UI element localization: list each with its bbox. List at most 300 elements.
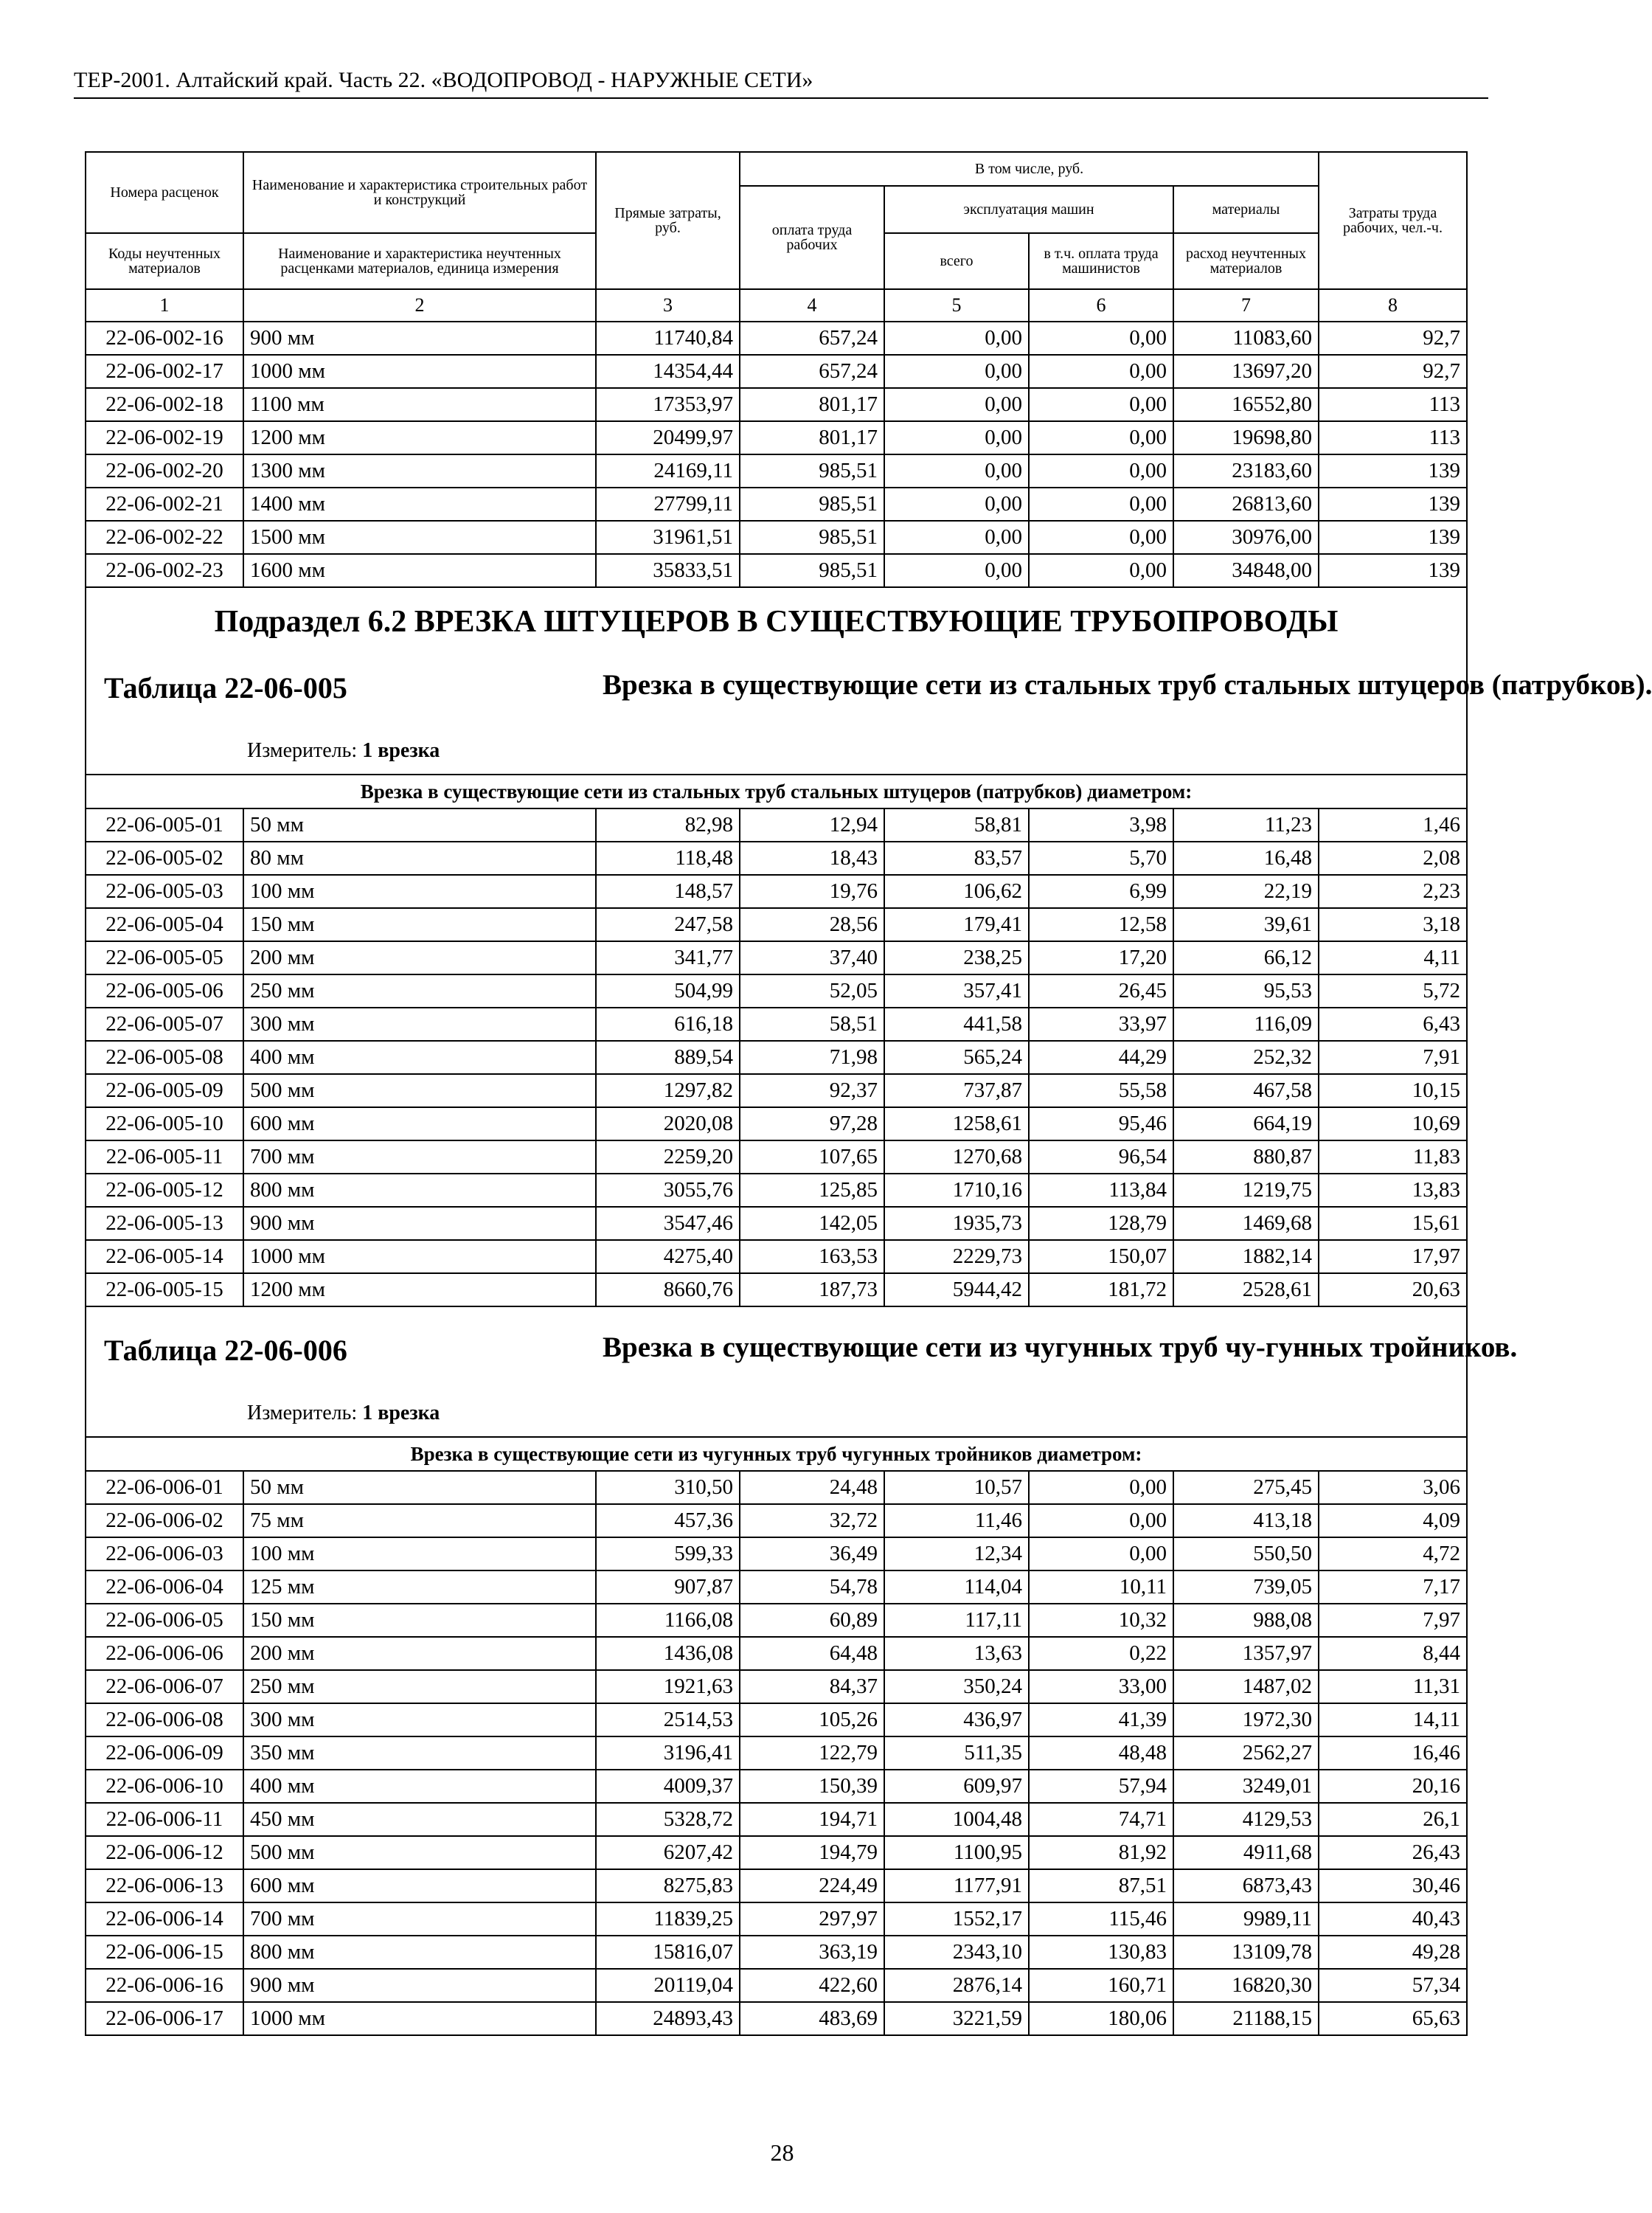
column-number: 3	[596, 289, 740, 322]
item-name: 1100 мм	[243, 388, 596, 421]
table-row	[86, 1140, 1467, 1174]
item-name: 125 мм	[243, 1570, 596, 1604]
col-name-top: Наименование и характеристика строительных работ и конструкций	[243, 152, 596, 233]
machinists-labor: 181,72	[1029, 1273, 1173, 1306]
labor-hours: 92,7	[1319, 355, 1467, 388]
materials-cost: 1882,14	[1173, 1240, 1319, 1273]
table-row	[86, 1174, 1467, 1207]
table-006-title: Врезка в существующие сети из чугунных труб чу-гунных тройников.	[603, 1331, 1518, 1363]
labor-cost: 52,05	[740, 974, 884, 1008]
machines-total: 12,34	[884, 1537, 1029, 1570]
labor-hours: 139	[1319, 454, 1467, 488]
labor-hours: 57,34	[1319, 1969, 1467, 2002]
rate-code: 22-06-002-20	[86, 454, 243, 488]
table-row	[86, 421, 1467, 454]
item-name: 350 мм	[243, 1736, 596, 1770]
materials-cost: 95,53	[1173, 974, 1319, 1008]
item-name: 150 мм	[243, 1604, 596, 1637]
table-005-subheader-row	[86, 775, 1467, 808]
direct-cost: 341,77	[596, 941, 740, 974]
machinists-labor: 33,00	[1029, 1670, 1173, 1703]
labor-cost: 163,53	[740, 1240, 884, 1273]
table-row	[86, 1041, 1467, 1074]
labor-hours: 17,97	[1319, 1240, 1467, 1273]
item-name: 1200 мм	[243, 1273, 596, 1306]
materials-cost: 2562,27	[1173, 1736, 1319, 1770]
measure-value: 1 врезка	[362, 1402, 440, 1424]
col-name-bottom: Наименование и характеристика неучтенных расценками материалов, единица измерения	[243, 233, 596, 289]
col-codes-top: Номера расценок	[86, 152, 243, 233]
labor-cost: 37,40	[740, 941, 884, 974]
rate-code: 22-06-005-06	[86, 974, 243, 1008]
item-name: 75 мм	[243, 1504, 596, 1537]
rate-code: 22-06-005-13	[86, 1207, 243, 1240]
machinists-labor: 0,00	[1029, 488, 1173, 521]
table-row	[86, 1770, 1467, 1803]
table-row	[86, 1736, 1467, 1770]
machinists-labor: 48,48	[1029, 1736, 1173, 1770]
rate-code: 22-06-006-13	[86, 1869, 243, 1902]
direct-cost: 8660,76	[596, 1273, 740, 1306]
machines-total: 441,58	[884, 1008, 1029, 1041]
table-row	[86, 1074, 1467, 1107]
materials-cost: 3249,01	[1173, 1770, 1319, 1803]
rate-code: 22-06-002-22	[86, 521, 243, 554]
direct-cost: 27799,11	[596, 488, 740, 521]
labor-hours: 3,06	[1319, 1471, 1467, 1504]
item-name: 80 мм	[243, 842, 596, 875]
col-codes-bottom: Коды неучтенных материалов	[86, 233, 243, 289]
machines-total: 1177,91	[884, 1869, 1029, 1902]
labor-cost: 985,51	[740, 488, 884, 521]
table-row	[86, 1240, 1467, 1273]
direct-cost: 1436,08	[596, 1637, 740, 1670]
direct-cost: 15816,07	[596, 1936, 740, 1969]
rate-code: 22-06-005-15	[86, 1273, 243, 1306]
rate-code: 22-06-005-14	[86, 1240, 243, 1273]
item-name: 1500 мм	[243, 521, 596, 554]
labor-hours: 11,31	[1319, 1670, 1467, 1703]
materials-cost: 4911,68	[1173, 1836, 1319, 1869]
materials-cost: 1487,02	[1173, 1670, 1319, 1703]
table-row	[86, 388, 1467, 421]
materials-cost: 16552,80	[1173, 388, 1319, 421]
labor-hours: 16,46	[1319, 1736, 1467, 1770]
rate-code: 22-06-006-15	[86, 1936, 243, 1969]
materials-cost: 1972,30	[1173, 1703, 1319, 1736]
machines-total: 0,00	[884, 322, 1029, 355]
labor-cost: 194,79	[740, 1836, 884, 1869]
item-name: 300 мм	[243, 1703, 596, 1736]
rate-code: 22-06-002-21	[86, 488, 243, 521]
machinists-labor: 12,58	[1029, 908, 1173, 941]
item-name: 450 мм	[243, 1803, 596, 1836]
rate-code: 22-06-006-08	[86, 1703, 243, 1736]
machinists-labor: 17,20	[1029, 941, 1173, 974]
machines-total: 565,24	[884, 1041, 1029, 1074]
labor-cost: 483,69	[740, 2002, 884, 2035]
machinists-labor: 87,51	[1029, 1869, 1173, 1902]
labor-cost: 297,97	[740, 1902, 884, 1936]
materials-cost: 550,50	[1173, 1537, 1319, 1570]
labor-hours: 10,15	[1319, 1074, 1467, 1107]
table-row	[86, 1008, 1467, 1041]
rate-code: 22-06-006-09	[86, 1736, 243, 1770]
materials-cost: 988,08	[1173, 1604, 1319, 1637]
direct-cost: 31961,51	[596, 521, 740, 554]
machines-total: 1552,17	[884, 1902, 1029, 1936]
table-005-measure	[247, 739, 440, 763]
materials-cost: 413,18	[1173, 1504, 1319, 1537]
machinists-labor: 55,58	[1029, 1074, 1173, 1107]
table-row	[86, 1637, 1467, 1670]
rate-code: 22-06-002-16	[86, 322, 243, 355]
materials-cost: 1219,75	[1173, 1174, 1319, 1207]
item-name: 150 мм	[243, 908, 596, 941]
labor-hours: 20,16	[1319, 1770, 1467, 1803]
labor-cost: 71,98	[740, 1041, 884, 1074]
labor-hours: 11,83	[1319, 1140, 1467, 1174]
col-hours: Затраты труда рабочих, чел.-ч.	[1319, 152, 1467, 289]
machinists-labor: 74,71	[1029, 1803, 1173, 1836]
item-name: 1000 мм	[243, 1240, 596, 1273]
machinists-labor: 44,29	[1029, 1041, 1173, 1074]
materials-cost: 16,48	[1173, 842, 1319, 875]
rate-code: 22-06-005-10	[86, 1107, 243, 1140]
col-machines: эксплуатация машин	[884, 186, 1173, 233]
item-name: 600 мм	[243, 1869, 596, 1902]
materials-cost: 34848,00	[1173, 554, 1319, 587]
machinists-labor: 180,06	[1029, 2002, 1173, 2035]
item-name: 1000 мм	[243, 2002, 596, 2035]
col-labor: оплата труда рабочих	[740, 186, 884, 289]
materials-cost: 252,32	[1173, 1041, 1319, 1074]
machinists-labor: 0,00	[1029, 1471, 1173, 1504]
materials-cost: 275,45	[1173, 1471, 1319, 1504]
table-row	[86, 808, 1467, 842]
labor-cost: 194,71	[740, 1803, 884, 1836]
section-header-row	[86, 1306, 1467, 1437]
machinists-labor: 0,00	[1029, 322, 1173, 355]
materials-cost: 1357,97	[1173, 1637, 1319, 1670]
rate-code: 22-06-005-04	[86, 908, 243, 941]
table-row	[86, 1936, 1467, 1969]
table-row	[86, 355, 1467, 388]
labor-cost: 18,43	[740, 842, 884, 875]
table-row	[86, 1207, 1467, 1240]
labor-cost: 64,48	[740, 1637, 884, 1670]
machinists-labor: 95,46	[1029, 1107, 1173, 1140]
direct-cost: 24893,43	[596, 2002, 740, 2035]
labor-hours: 7,17	[1319, 1570, 1467, 1604]
table-row	[86, 554, 1467, 587]
machinists-labor: 41,39	[1029, 1703, 1173, 1736]
machinists-labor: 0,00	[1029, 355, 1173, 388]
labor-hours: 139	[1319, 488, 1467, 521]
machines-total: 357,41	[884, 974, 1029, 1008]
machines-total: 114,04	[884, 1570, 1029, 1604]
rate-code: 22-06-006-17	[86, 2002, 243, 2035]
direct-cost: 1297,82	[596, 1074, 740, 1107]
table-006-subheader: Врезка в существующие сети из чугунных труб чугунных тройников диаметром:	[86, 1437, 1467, 1471]
machines-total: 0,00	[884, 388, 1029, 421]
rate-code: 22-06-006-12	[86, 1836, 243, 1869]
direct-cost: 2020,08	[596, 1107, 740, 1140]
machinists-labor: 96,54	[1029, 1140, 1173, 1174]
table-row	[86, 1836, 1467, 1869]
rate-code: 22-06-006-03	[86, 1537, 243, 1570]
labor-hours: 2,23	[1319, 875, 1467, 908]
direct-cost: 14354,44	[596, 355, 740, 388]
machinists-labor: 6,99	[1029, 875, 1173, 908]
machinists-labor: 0,22	[1029, 1637, 1173, 1670]
page-header: ТЕР-2001. Алтайский край. Часть 22. «ВОДОПРОВОД - НАРУЖНЫЕ СЕТИ»	[74, 68, 1488, 99]
item-name: 500 мм	[243, 1836, 596, 1869]
materials-cost: 467,58	[1173, 1074, 1319, 1107]
direct-cost: 118,48	[596, 842, 740, 875]
labor-hours: 13,83	[1319, 1174, 1467, 1207]
machines-total: 1258,61	[884, 1107, 1029, 1140]
page-number: 28	[770, 2139, 794, 2166]
labor-cost: 97,28	[740, 1107, 884, 1140]
materials-cost: 739,05	[1173, 1570, 1319, 1604]
machinists-labor: 57,94	[1029, 1770, 1173, 1803]
table-006-subheader-row	[86, 1437, 1467, 1471]
direct-cost: 35833,51	[596, 554, 740, 587]
rate-code: 22-06-005-12	[86, 1174, 243, 1207]
machines-total: 0,00	[884, 521, 1029, 554]
labor-hours: 1,46	[1319, 808, 1467, 842]
item-name: 1200 мм	[243, 421, 596, 454]
labor-hours: 8,44	[1319, 1637, 1467, 1670]
labor-cost: 985,51	[740, 554, 884, 587]
direct-cost: 504,99	[596, 974, 740, 1008]
labor-hours: 20,63	[1319, 1273, 1467, 1306]
direct-cost: 20119,04	[596, 1969, 740, 2002]
labor-hours: 15,61	[1319, 1207, 1467, 1240]
labor-cost: 58,51	[740, 1008, 884, 1041]
price-table	[85, 151, 1652, 2036]
materials-cost: 9989,11	[1173, 1902, 1319, 1936]
labor-hours: 92,7	[1319, 322, 1467, 355]
item-name: 100 мм	[243, 1537, 596, 1570]
table-row	[86, 1504, 1467, 1537]
item-name: 250 мм	[243, 974, 596, 1008]
table-005-subheader: Врезка в существующие сети из стальных труб стальных штуцеров (патрубков) диаметром:	[86, 775, 1467, 808]
labor-hours: 7,97	[1319, 1604, 1467, 1637]
rate-code: 22-06-006-10	[86, 1770, 243, 1803]
labor-cost: 801,17	[740, 421, 884, 454]
machines-total: 1270,68	[884, 1140, 1029, 1174]
item-name: 200 мм	[243, 1637, 596, 1670]
direct-cost: 24169,11	[596, 454, 740, 488]
rate-code: 22-06-006-07	[86, 1670, 243, 1703]
rate-code: 22-06-002-19	[86, 421, 243, 454]
item-name: 700 мм	[243, 1902, 596, 1936]
machines-total: 5944,42	[884, 1273, 1029, 1306]
machines-total: 1004,48	[884, 1803, 1029, 1836]
column-numbers-row	[86, 289, 1467, 322]
labor-cost: 60,89	[740, 1604, 884, 1637]
item-name: 250 мм	[243, 1670, 596, 1703]
direct-cost: 11839,25	[596, 1902, 740, 1936]
table-row	[86, 908, 1467, 941]
item-name: 900 мм	[243, 1969, 596, 2002]
direct-cost: 457,36	[596, 1504, 740, 1537]
direct-cost: 907,87	[596, 1570, 740, 1604]
machinists-labor: 160,71	[1029, 1969, 1173, 2002]
item-name: 800 мм	[243, 1174, 596, 1207]
section-header-005	[86, 587, 1652, 775]
machines-total: 2229,73	[884, 1240, 1029, 1273]
item-name: 900 мм	[243, 322, 596, 355]
machinists-labor: 3,98	[1029, 808, 1173, 842]
section-header-row	[86, 587, 1467, 775]
labor-cost: 125,85	[740, 1174, 884, 1207]
item-name: 600 мм	[243, 1107, 596, 1140]
machines-total: 1100,95	[884, 1836, 1029, 1869]
machines-total: 609,97	[884, 1770, 1029, 1803]
table-row	[86, 1604, 1467, 1637]
labor-cost: 32,72	[740, 1504, 884, 1537]
labor-hours: 26,1	[1319, 1803, 1467, 1836]
labor-hours: 40,43	[1319, 1902, 1467, 1936]
direct-cost: 11740,84	[596, 322, 740, 355]
labor-cost: 105,26	[740, 1703, 884, 1736]
materials-cost: 21188,15	[1173, 2002, 1319, 2035]
labor-cost: 92,37	[740, 1074, 884, 1107]
labor-cost: 19,76	[740, 875, 884, 908]
machines-total: 106,62	[884, 875, 1029, 908]
materials-cost: 11083,60	[1173, 322, 1319, 355]
labor-hours: 4,72	[1319, 1537, 1467, 1570]
labor-hours: 113	[1319, 388, 1467, 421]
item-name: 300 мм	[243, 1008, 596, 1041]
materials-cost: 11,23	[1173, 808, 1319, 842]
direct-cost: 2259,20	[596, 1140, 740, 1174]
rate-code: 22-06-006-04	[86, 1570, 243, 1604]
machines-total: 737,87	[884, 1074, 1029, 1107]
labor-cost: 363,19	[740, 1936, 884, 1969]
labor-hours: 113	[1319, 421, 1467, 454]
item-name: 900 мм	[243, 1207, 596, 1240]
item-name: 1000 мм	[243, 355, 596, 388]
direct-cost: 4009,37	[596, 1770, 740, 1803]
labor-cost: 24,48	[740, 1471, 884, 1504]
rate-code: 22-06-005-03	[86, 875, 243, 908]
table-row	[86, 1273, 1467, 1306]
rate-code: 22-06-002-18	[86, 388, 243, 421]
direct-cost: 1921,63	[596, 1670, 740, 1703]
column-number: 4	[740, 289, 884, 322]
labor-cost: 142,05	[740, 1207, 884, 1240]
table-row	[86, 1902, 1467, 1936]
materials-cost: 66,12	[1173, 941, 1319, 974]
section-header-006	[86, 1306, 1518, 1437]
machinists-labor: 0,00	[1029, 1537, 1173, 1570]
materials-cost: 16820,30	[1173, 1969, 1319, 2002]
labor-hours: 65,63	[1319, 2002, 1467, 2035]
labor-hours: 26,43	[1319, 1836, 1467, 1869]
materials-cost: 880,87	[1173, 1140, 1319, 1174]
materials-cost: 23183,60	[1173, 454, 1319, 488]
labor-cost: 985,51	[740, 521, 884, 554]
direct-cost: 310,50	[596, 1471, 740, 1504]
machines-total: 83,57	[884, 842, 1029, 875]
direct-cost: 8275,83	[596, 1869, 740, 1902]
labor-hours: 3,18	[1319, 908, 1467, 941]
machinists-labor: 0,00	[1029, 554, 1173, 587]
item-name: 100 мм	[243, 875, 596, 908]
machinists-labor: 10,32	[1029, 1604, 1173, 1637]
rate-code: 22-06-005-09	[86, 1074, 243, 1107]
materials-cost: 4129,53	[1173, 1803, 1319, 1836]
materials-cost: 39,61	[1173, 908, 1319, 941]
labor-cost: 107,65	[740, 1140, 884, 1174]
column-number: 7	[1173, 289, 1319, 322]
materials-cost: 13109,78	[1173, 1936, 1319, 1969]
measure-label: Измеритель:	[247, 739, 358, 762]
machines-total: 3221,59	[884, 2002, 1029, 2035]
machinists-labor: 113,84	[1029, 1174, 1173, 1207]
table-row	[86, 2002, 1467, 2035]
machines-total: 511,35	[884, 1736, 1029, 1770]
labor-cost: 12,94	[740, 808, 884, 842]
machinists-labor: 115,46	[1029, 1902, 1173, 1936]
machines-total: 2343,10	[884, 1936, 1029, 1969]
measure-value: 1 врезка	[362, 739, 440, 762]
direct-cost: 5328,72	[596, 1803, 740, 1836]
subsection-title: Подраздел 6.2 ВРЕЗКА ШТУЦЕРОВ В СУЩЕСТВУЮЩИЕ ТРУБОПРОВОДЫ	[214, 605, 1339, 639]
labor-cost: 150,39	[740, 1770, 884, 1803]
table-row	[86, 875, 1467, 908]
machinists-labor: 81,92	[1029, 1836, 1173, 1869]
materials-cost: 22,19	[1173, 875, 1319, 908]
direct-cost: 599,33	[596, 1537, 740, 1570]
table-row	[86, 1670, 1467, 1703]
table-row	[86, 1570, 1467, 1604]
machines-total: 0,00	[884, 488, 1029, 521]
machines-total: 58,81	[884, 808, 1029, 842]
direct-cost: 6207,42	[596, 1836, 740, 1869]
item-name: 50 мм	[243, 1471, 596, 1504]
rate-code: 22-06-002-23	[86, 554, 243, 587]
item-name: 700 мм	[243, 1140, 596, 1174]
rate-code: 22-06-006-14	[86, 1902, 243, 1936]
labor-hours: 4,11	[1319, 941, 1467, 974]
col-incl-labor: в т.ч. оплата труда машинистов	[1029, 233, 1173, 289]
machines-total: 1935,73	[884, 1207, 1029, 1240]
table-row	[86, 1537, 1467, 1570]
col-total: всего	[884, 233, 1029, 289]
labor-hours: 7,91	[1319, 1041, 1467, 1074]
direct-cost: 3547,46	[596, 1207, 740, 1240]
column-number: 8	[1319, 289, 1467, 322]
table-row	[86, 322, 1467, 355]
materials-cost: 664,19	[1173, 1107, 1319, 1140]
labor-hours: 139	[1319, 554, 1467, 587]
rate-code: 22-06-006-16	[86, 1969, 243, 2002]
rate-code: 22-06-006-11	[86, 1803, 243, 1836]
rate-code: 22-06-006-02	[86, 1504, 243, 1537]
rate-code: 22-06-005-08	[86, 1041, 243, 1074]
item-name: 1400 мм	[243, 488, 596, 521]
table-row	[86, 521, 1467, 554]
rate-code: 22-06-006-01	[86, 1471, 243, 1504]
machinists-labor: 33,97	[1029, 1008, 1173, 1041]
direct-cost: 17353,97	[596, 388, 740, 421]
labor-hours: 49,28	[1319, 1936, 1467, 1969]
